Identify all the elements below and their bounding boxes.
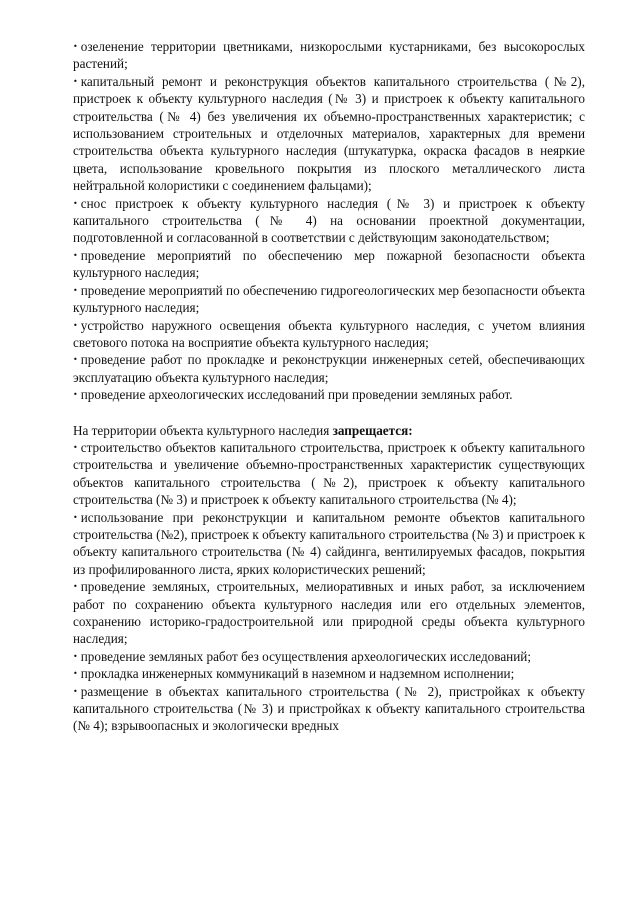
list-item: • капитальный ремонт и реконструкция объектов капитального строительства (№2), пристроек к объекту культурного наследия (№ 3) и пристроек к объекту капитального строительства (№ 4) без увеличения их объемно-пространственных характеристик; с использованием строительных и отделочных материалов, характерных для времени строительства объекта культурного наследия (штукатурка, окраска фасадов в неяркие цвета, использование кровельного покрытия из плоского металлического листа нейтральной колористики с соединением фальцами); (73, 73, 585, 194)
paragraph-gap (73, 404, 585, 422)
list-item: • размещение в объектах капитального строительства (№ 2), пристройках к объекту капитального строительства (№ 3) и пристройках к объекту капитального строительства (№ 4); взрывоопасных и экологически вредных (73, 683, 585, 734)
list-item: • проведение земляных, строительных, мелиоративных и иных работ, за исключением работ по сохранению объекта культурного наследия или его отдельных элементов, сохранению историко-градостроительной или природной среды объекта культурного наследия; (73, 579, 585, 647)
document-page (73, 38, 585, 735)
bullet-icon: • (73, 250, 78, 260)
bullet-icon: • (73, 76, 78, 86)
bullet-icon: • (73, 651, 78, 661)
list-item: • использование при реконструкции и капитальном ремонте объектов капитального строительства (№2), пристроек к объекту капитального строительства (№ 3) и пристроек к объекту капитального строительства (№ 4) сайдинга, вентилируемых фасадов, покрытия из профилированного листа, ярких колористических решений; (73, 509, 585, 577)
permitted-works-list (73, 38, 585, 404)
list-item: • проведение земляных работ без осуществления археологических исследований; (73, 648, 532, 664)
bullet-icon: • (73, 669, 78, 679)
prohibited-intro: На территории объекта культурного наследия запрещается: (73, 422, 413, 438)
bullet-icon: • (73, 442, 78, 452)
list-item: • устройство наружного освещения объекта культурного наследия, с учетом влияния светового потока на восприятие объекта культурного наследия; (73, 317, 585, 350)
list-item: • озеленение территории цветниками, низкорослыми кустарниками, без высокорослых растений; (73, 39, 585, 72)
list-item: • проведение мероприятий по обеспечению мер пожарной безопасности объекта культурного наследия; (73, 247, 585, 281)
bullet-icon: • (73, 320, 78, 330)
bullet-icon: • (73, 390, 78, 400)
list-item: • проведение работ по прокладке и реконструкции инженерных сетей, обеспечивающих эксплуатацию объекта культурного наследия; (73, 352, 585, 385)
list-item: • строительство объектов капитального строительства, пристроек к объекту капитального строительства и увеличение объемно-пространственных характеристик существующих объектов капитального строительства (№2), пристроек к объекту капитального строительства (№ 3) и пристроек к объекту капитального строительства (№ 4); (73, 439, 585, 508)
bullet-icon: • (73, 198, 78, 208)
bullet-icon: • (73, 582, 78, 592)
bullet-icon: • (73, 512, 78, 522)
bullet-icon: • (73, 686, 78, 696)
bullet-icon: • (73, 42, 78, 51)
list-item: • прокладка инженерных коммуникаций в наземном и надземном исполнении; (73, 666, 515, 682)
list-item: • проведение мероприятий по обеспечению гидрогеологических мер безопасности объекта культурного наследия; (73, 282, 585, 316)
list-item: • снос пристроек к объекту культурного наследия (№ 3) и пристроек к объекту капитального строительства (№ 4) на основании проектной документации, подготовленной и согласованной в соответствии с действующим законодательством; (73, 195, 585, 246)
bullet-icon: • (73, 355, 78, 365)
list-item: • проведение археологических исследований при проведении земляных работ. (73, 387, 513, 403)
prohibited-works-list (73, 439, 585, 735)
bullet-icon: • (73, 285, 78, 295)
prohibited-keyword: запрещается: (332, 422, 413, 438)
